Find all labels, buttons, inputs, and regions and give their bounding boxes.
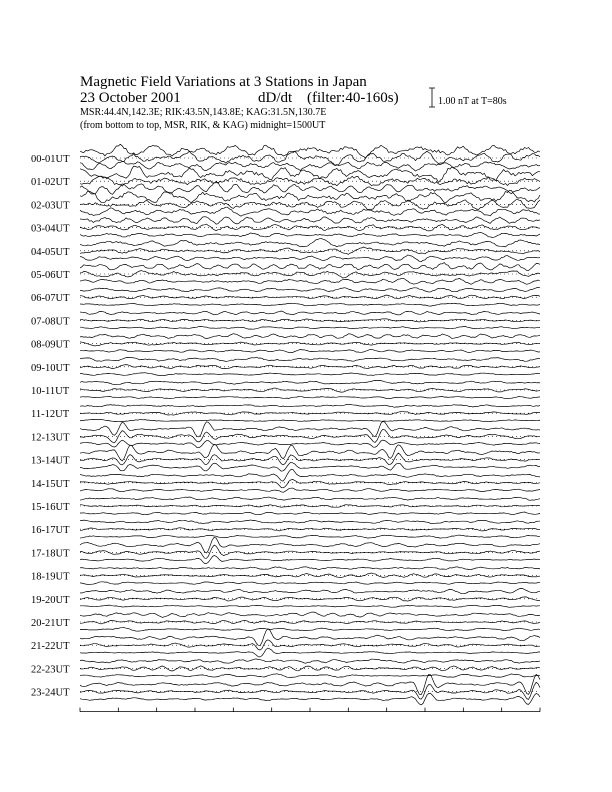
hour-label: 19-20UT: [31, 594, 70, 606]
trace-rik-14-15UT: [80, 480, 540, 488]
trace-msr-17-18UT: [80, 555, 540, 563]
hour-label: 06-07UT: [31, 293, 70, 305]
trace-msr-09-10UT: [80, 373, 540, 376]
trace-kag-06-07UT: [80, 287, 540, 292]
trace-rik-20-21UT: [80, 620, 540, 624]
hour-label: 20-21UT: [31, 618, 70, 629]
trace-kag-15-16UT: [80, 497, 540, 500]
trace-msr-08-09UT: [80, 350, 540, 353]
trace-msr-06-07UT: [80, 303, 540, 306]
hour-label: 21-22UT: [31, 641, 70, 653]
trace-kag-00-01UT: [80, 144, 540, 157]
scale-bar-label: 1.00 nT at T=80s: [438, 96, 507, 107]
trace-kag-01-02UT: [80, 166, 540, 182]
trace-msr-19-20UT: [80, 605, 540, 607]
trace-kag-12-13UT: [80, 421, 540, 437]
hour-label: 04-05UT: [31, 246, 70, 258]
trace-rik-11-12UT: [80, 411, 540, 415]
hour-label: 08-09UT: [31, 339, 70, 351]
trace-kag-14-15UT: [80, 469, 540, 481]
trace-kag-02-03UT: [80, 191, 540, 203]
hour-label: 10-11UT: [31, 386, 70, 397]
trace-msr-20-21UT: [80, 628, 540, 632]
trace-kag-16-17UT: [80, 520, 540, 524]
trace-kag-10-11UT: [80, 381, 540, 385]
trace-msr-00-01UT: [80, 161, 540, 171]
trace-msr-07-08UT: [80, 326, 540, 329]
trace-kag-11-12UT: [80, 404, 540, 407]
hour-label: 15-16UT: [31, 502, 70, 513]
chart-filter: (filter:40-160s): [307, 90, 399, 106]
hour-label: 22-23UT: [31, 664, 70, 676]
trace-kag-21-22UT: [80, 629, 540, 646]
trace-msr-22-23UT: [80, 674, 540, 678]
trace-msr-23-24UT: [80, 693, 540, 704]
trace-msr-12-13UT: [80, 440, 540, 448]
trace-kag-13-14UT: [80, 444, 540, 461]
trace-kag-03-04UT: [80, 217, 540, 224]
trace-rik-06-07UT: [80, 295, 540, 299]
trace-rik-21-22UT: [80, 640, 540, 650]
trace-rik-17-18UT: [80, 545, 540, 558]
hour-label: 00-01UT: [31, 154, 70, 165]
trace-msr-11-12UT: [80, 420, 540, 422]
trace-rik-00-01UT: [80, 151, 540, 165]
trace-kag-17-18UT: [80, 537, 540, 553]
trace-msr-10-11UT: [80, 396, 540, 398]
hour-label: 18-19UT: [31, 571, 70, 583]
chart-date: 23 October 2001: [80, 90, 181, 106]
trace-msr-13-14UT: [80, 462, 540, 471]
trace-kag-04-05UT: [80, 239, 540, 247]
hour-label: 01-02UT: [31, 177, 70, 189]
trace-msr-21-22UT: [80, 648, 540, 657]
hour-label: 14-15UT: [31, 478, 70, 490]
hour-rows: [31, 144, 540, 705]
scale-bar: [429, 88, 507, 107]
trace-msr-05-06UT: [80, 278, 540, 284]
x-axis: [80, 708, 540, 712]
trace-msr-18-19UT: [80, 582, 540, 585]
hour-label: 23-24UT: [31, 687, 70, 699]
hour-label: 13-14UT: [31, 455, 70, 467]
hour-label: 05-06UT: [31, 270, 70, 281]
trace-kag-09-10UT: [80, 357, 540, 361]
stations-line: MSR:44.4N,142.3E; RIK:43.5N,143.8E; KAG:31.5N,130.7E: [80, 107, 327, 118]
trace-msr-14-15UT: [80, 488, 540, 492]
hour-label: 07-08UT: [31, 316, 70, 328]
hour-label: 09-10UT: [31, 362, 70, 374]
trace-kag-18-19UT: [80, 567, 540, 570]
trace-rik-23-24UT: [80, 682, 540, 699]
hour-label: 16-17UT: [31, 525, 70, 537]
trace-msr-04-05UT: [80, 255, 540, 262]
trace-rik-12-13UT: [80, 429, 540, 443]
trace-rik-13-14UT: [80, 453, 540, 465]
order-line: (from bottom to top, MSR, RIK, & KAG) midnight=1500UT: [80, 120, 326, 131]
trace-msr-16-17UT: [80, 535, 540, 538]
trace-msr-15-16UT: [80, 512, 540, 515]
trace-kag-22-23UT: [80, 659, 540, 663]
trace-rik-18-19UT: [80, 573, 540, 577]
hour-label: 11-12UT: [31, 409, 70, 421]
trace-kag-08-09UT: [80, 334, 540, 339]
hour-label: 03-04UT: [31, 223, 70, 235]
trace-kag-05-06UT: [80, 263, 540, 271]
trace-rik-22-23UT: [80, 666, 540, 671]
chart-quantity: dD/dt: [258, 90, 293, 106]
trace-kag-20-21UT: [80, 612, 540, 617]
hour-label: 17-18UT: [31, 548, 70, 560]
trace-msr-03-04UT: [80, 232, 540, 237]
chart-title: Magnetic Field Variations at 3 Stations in Japan: [80, 74, 367, 90]
hour-label: 02-03UT: [31, 200, 70, 212]
trace-kag-07-08UT: [80, 311, 540, 315]
trace-msr-02-03UT: [80, 207, 540, 216]
trace-kag-19-20UT: [80, 588, 540, 593]
trace-rik-01-02UT: [80, 176, 540, 186]
hour-label: 12-13UT: [31, 432, 70, 444]
